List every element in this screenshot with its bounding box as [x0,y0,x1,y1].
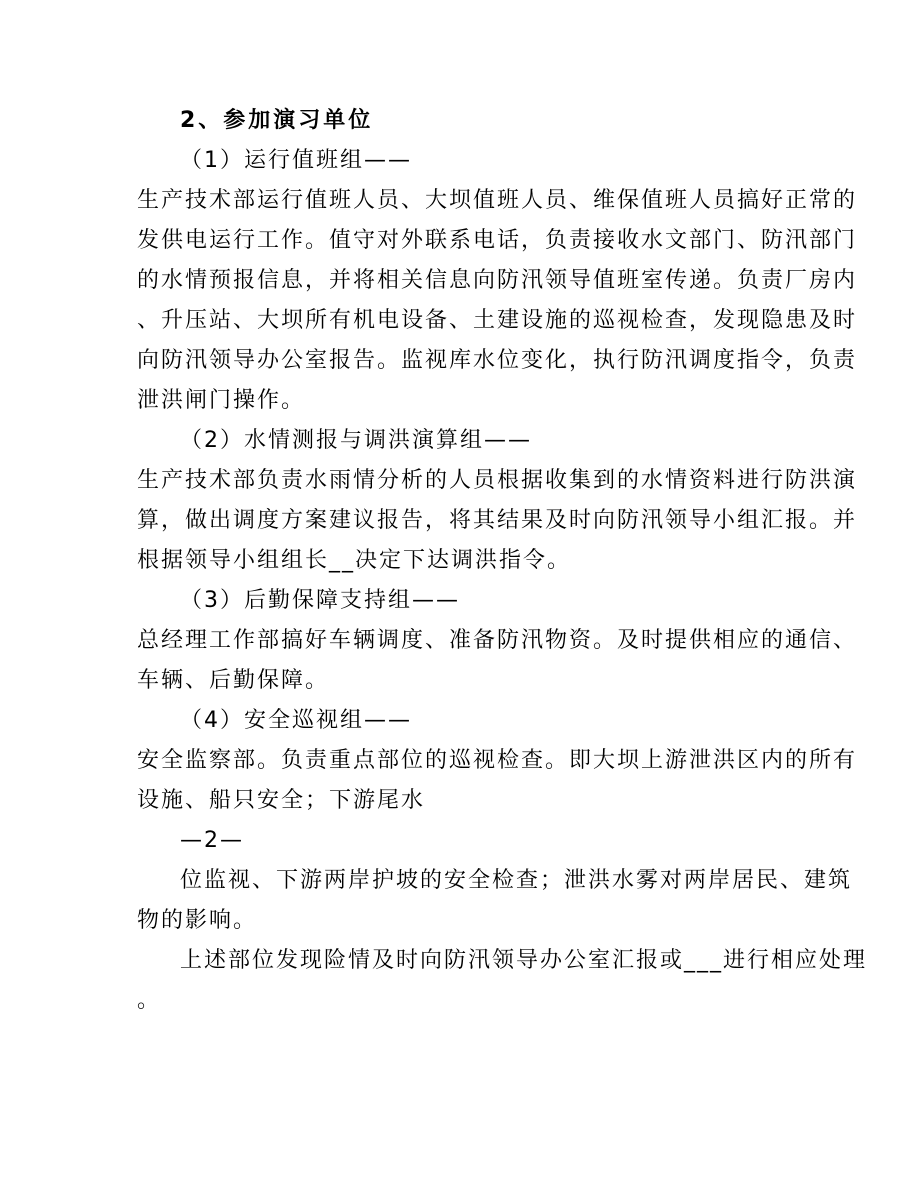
paragraph-line: 向防汛领导办公室报告。监视库水位变化，执行防汛调度指令，负责 [137,348,858,373]
paragraph-line: 泄洪闸门操作。 [137,388,306,413]
paragraph-line: 根据领导小组组长__决定下达调洪指令。 [137,548,572,573]
group-label-3: （3）后勤保障支持组—— [180,588,460,613]
group-label-1: （1）运行值班组—— [180,148,412,173]
paragraph-line: 上述部位发现险情及时向防汛领导办公室汇报或___进行相应处理 [180,948,868,973]
paragraph-line: 车辆、后勤保障。 [137,668,330,693]
paragraph-line: 发供电运行工作。值守对外联系电话，负责接收水文部门、防汛部门 [137,228,858,253]
paragraph-line: 安全监察部。负责重点部位的巡视检查。即大坝上游泄洪区内的所有 [137,748,858,773]
section-title: 2、参加演习单位 [180,108,374,133]
paragraph-line: 总经理工作部搞好车辆调度、准备防汛物资。及时提供相应的通信、 [137,628,858,653]
paragraph-line: 算，做出调度方案建议报告，将其结果及时向防汛领导小组汇报。并 [137,508,858,533]
paragraph-line: 。 [137,988,162,1013]
paragraph-line: 物的影响。 [137,908,258,933]
paragraph-line: 、升压站、大坝所有机电设备、土建设施的巡视检查，发现隐患及时 [137,308,858,333]
group-label-4: （4）安全巡视组—— [180,708,412,733]
paragraph-line: 生产技术部负责水雨情分析的人员根据收集到的水情资料进行防洪演 [137,468,858,493]
paragraph-line: 生产技术部运行值班人员、大坝值班人员、维保值班人员搞好正常的 [137,188,858,213]
group-label-2: （2）水情测报与调洪演算组—— [180,428,532,453]
paragraph-line: 设施、船只安全；下游尾水 [137,788,426,813]
paragraph-line: 的水情预报信息，并将相关信息向防汛领导值班室传递。负责厂房内 [137,268,858,293]
page-number: —2— [180,828,244,853]
paragraph-line: 位监视、下游两岸护坡的安全检查；泄洪水雾对两岸居民、建筑 [180,868,853,893]
